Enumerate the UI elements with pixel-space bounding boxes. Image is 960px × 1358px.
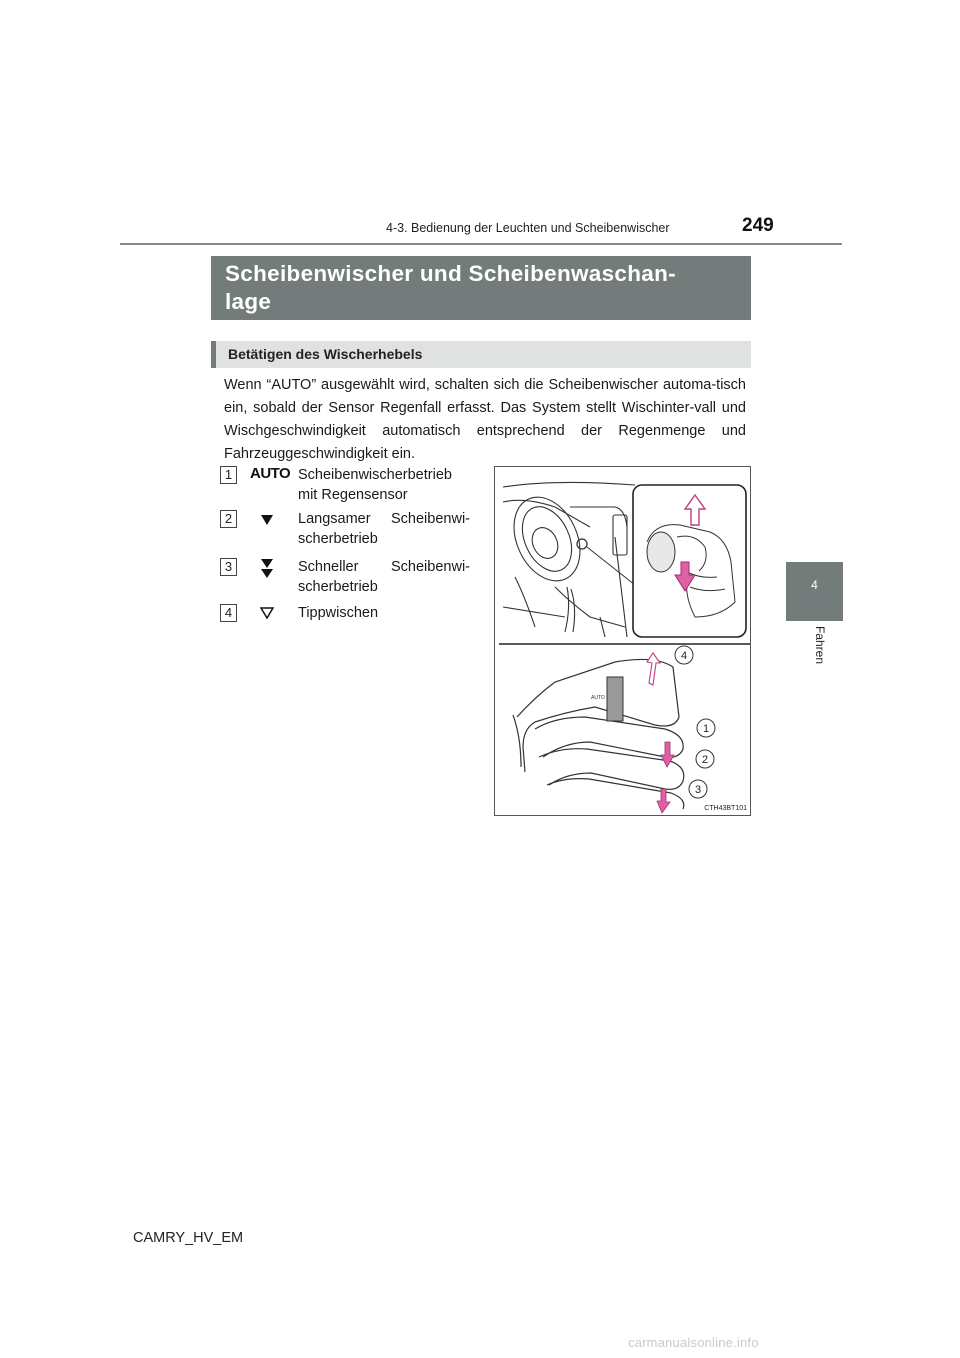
mist-wiper-triangle-icon — [260, 607, 274, 619]
callout-4-label: 4 — [680, 650, 688, 662]
lever-arrow-up-icon — [647, 653, 660, 685]
callout-4 — [675, 646, 693, 664]
item-text-2 — [298, 509, 470, 549]
item-2-line-2: scherbetrieb — [298, 531, 378, 547]
item-1-line-2: mit Regensensor — [298, 487, 408, 503]
page-number: 249 — [742, 215, 774, 236]
section-title — [225, 260, 745, 316]
item-2-line-1: Langsamer Scheibenwi- — [298, 511, 470, 527]
callout-1 — [697, 719, 715, 737]
item-number-2: 2 — [220, 510, 237, 528]
running-header: 4-3. Bedienung der Leuchten und Scheibenwischer — [386, 221, 670, 235]
item-number-1: 1 — [220, 466, 237, 484]
subsection-heading — [211, 341, 751, 368]
item-text-1 — [298, 465, 470, 505]
section-heading — [211, 256, 751, 320]
lever-location-marker — [577, 539, 587, 549]
lever-arrow-down-1-icon — [661, 742, 674, 767]
item-3-line-1: Schneller Scheibenwi- — [298, 559, 470, 575]
item-3-line-2: scherbetrieb — [298, 579, 378, 595]
fast-wiper-double-triangle-icon — [260, 558, 274, 580]
item-number-4: 4 — [220, 604, 237, 622]
callout-3-label: 3 — [694, 784, 702, 796]
callout-2 — [696, 750, 714, 768]
subsection-title: Betätigen des Wischerhebels — [228, 346, 423, 362]
callout-3 — [689, 780, 707, 798]
section-title-line-2: lage — [225, 289, 272, 314]
item-4-line-1: Tippwischen — [298, 605, 379, 621]
item-text-4 — [298, 603, 470, 623]
wiper-lever-illustration — [494, 466, 751, 816]
watermark: carmanualsonline.info — [628, 1335, 759, 1350]
chapter-tab-label — [786, 626, 843, 686]
callout-2-label: 2 — [701, 754, 709, 766]
item-text-3 — [298, 557, 470, 597]
intro-paragraph: Wenn “AUTO” ausgewählt wird, schalten sich die Scheibenwischer automa-tisch ein, sobald der Sensor Regenfall erfasst. Das System stellt Wischinter-vall und Wischgeschwindigkeit automatisch entsprechend der Regenmenge und Fahrzeuggeschwindigkeit ein. — [224, 377, 746, 462]
lever-auto-label: AUTO — [591, 695, 605, 701]
item-1-line-1: Scheibenwischerbetrieb — [298, 467, 452, 483]
section-title-line-1: Scheibenwischer und Scheibenwaschan- — [225, 261, 676, 286]
lever-positions-drawing — [513, 659, 684, 809]
item-number-3: 3 — [220, 558, 237, 576]
header-divider — [120, 243, 842, 245]
chapter-tab-number: 4 — [811, 578, 818, 592]
model-code: CAMRY_HV_EM — [133, 1230, 244, 1246]
slow-wiper-triangle-icon — [260, 514, 274, 526]
lever-knob — [607, 677, 623, 721]
detail-leader-line — [587, 547, 635, 585]
chapter-tab-label-text: Fahren — [813, 626, 827, 665]
illustration-svg — [495, 467, 750, 815]
dashboard-drawing — [501, 482, 635, 637]
callout-1-label: 1 — [702, 723, 710, 735]
auto-mode-symbol: AUTO — [250, 465, 291, 482]
figure-code: CTH43BT101 — [704, 805, 747, 812]
